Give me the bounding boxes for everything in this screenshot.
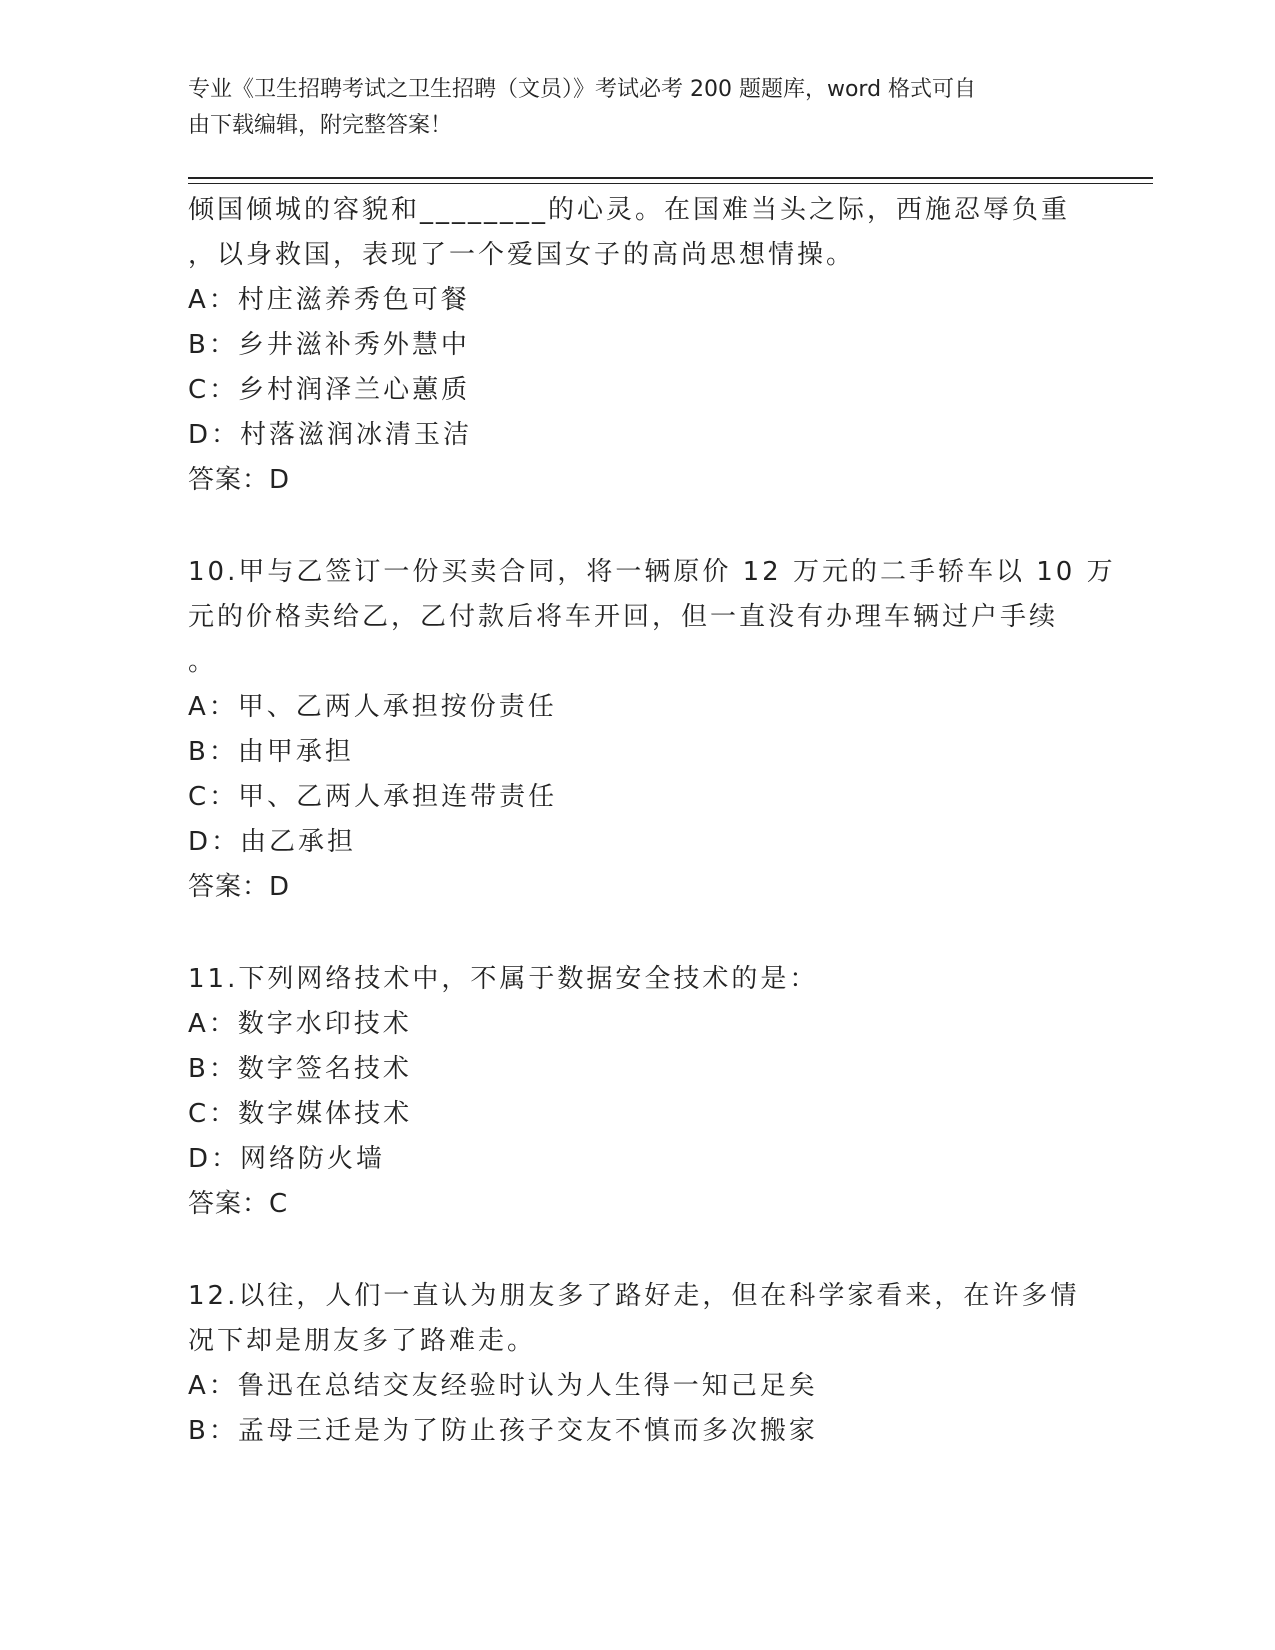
- option-c: C：数字媒体技术: [188, 1099, 413, 1129]
- question-text-line: 况下却是朋友多了路难走。: [188, 1326, 537, 1356]
- question-text-line: ，以身救国，表现了一个爱国女子的高尚思想情操。: [188, 240, 856, 270]
- header-line-2: 由下载编辑，附完整答案！: [188, 113, 453, 138]
- question-10: [188, 550, 1116, 910]
- answer-line: 答案：D: [188, 465, 291, 495]
- spacer: [188, 503, 1088, 550]
- spacer: [188, 910, 1088, 957]
- option-c: C：甲、乙两人承担连带责任: [188, 782, 558, 812]
- question-11: [188, 957, 1088, 1227]
- option-b: B：数字签名技术: [188, 1054, 412, 1084]
- question-text-line: 。: [188, 647, 218, 677]
- option-a: A：鲁迅在总结交友经验时认为人生得一知己足矣: [188, 1371, 818, 1401]
- option-a: A：村庄滋养秀色可餐: [188, 285, 470, 315]
- option-d: D：村落滋润冰清玉洁: [188, 420, 473, 450]
- question-text-line: 10.甲与乙签订一份买卖合同，将一辆原价 12 万元的二手轿车以 10 万: [188, 557, 1116, 587]
- option-c: C：乡村润泽兰心蕙质: [188, 375, 471, 405]
- header-rule-thick: [188, 177, 1153, 179]
- option-a: A：数字水印技术: [188, 1009, 412, 1039]
- answer-line: 答案：C: [188, 1189, 289, 1219]
- option-d: D：由乙承担: [188, 827, 357, 857]
- question-12: [188, 1274, 1088, 1454]
- option-d: D：网络防火墙: [188, 1144, 386, 1174]
- question-intro: [188, 188, 1088, 503]
- question-text-line: 11.下列网络技术中，不属于数据安全技术的是：: [188, 964, 819, 994]
- answer-line: 答案：D: [188, 872, 291, 902]
- option-a: A：甲、乙两人承担按份责任: [188, 692, 557, 722]
- option-b: B：孟母三迁是为了防止孩子交友不慎而多次搬家: [188, 1416, 818, 1446]
- document-body: [188, 188, 1116, 1454]
- header-line-1: 专业《卫生招聘考试之卫生招聘（文员）》考试必考 200 题题库，word 格式可自: [188, 77, 977, 102]
- question-text-line: 倾国倾城的容貌和________的心灵。在国难当头之际，西施忍辱负重: [188, 195, 1071, 225]
- spacer: [188, 1227, 1088, 1274]
- option-b: B：由甲承担: [188, 737, 354, 767]
- option-b: B：乡井滋补秀外慧中: [188, 330, 470, 360]
- question-text-line: 12.以往，人们一直认为朋友多了路好走，但在科学家看来，在许多情: [188, 1281, 1080, 1311]
- header-rule-thin: [188, 183, 1153, 184]
- page-header: [188, 72, 1088, 144]
- question-text-line: 元的价格卖给乙，乙付款后将车开回，但一直没有办理车辆过户手续: [188, 602, 1059, 632]
